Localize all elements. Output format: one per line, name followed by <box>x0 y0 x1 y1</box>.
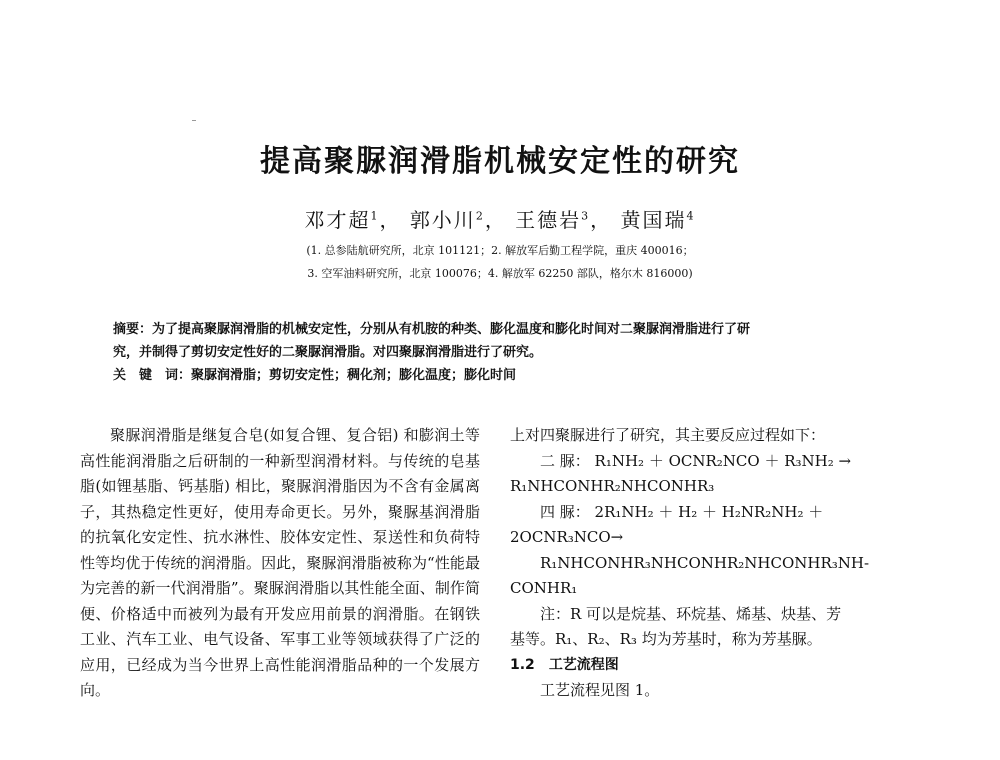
author-name: 郭小川 <box>409 208 476 232</box>
left-column <box>80 423 480 704</box>
note-line: 注：R 可以是烷基、环烷基、烯基、炔基、芳 <box>540 604 842 623</box>
right-column <box>510 423 910 704</box>
keywords-line <box>113 364 893 387</box>
keywords-label: 关 键 词： <box>113 368 192 383</box>
equation-line: 四 脲： 2R₁NH₂ ＋ H₂ ＋ H₂NR₂NH₂ ＋ <box>540 502 824 521</box>
note-line: 基等。R₁、R₂、R₃ 均为芳基时，称为芳基脲。 <box>510 630 822 648</box>
affiliation-line: (1. 总参陆航研究所，北京 101121；2. 解放军后勤工程学院，重庆 400016； <box>306 244 694 257</box>
affiliation-line: 3. 空军油料研究所，北京 100076；4. 解放军 62250 部队，格尔木 816000) <box>307 267 693 280</box>
abstract-line <box>113 318 893 341</box>
equation-line: R₁NHCONHR₃NHCONHR₂NHCONHR₃NH- <box>540 553 870 572</box>
equation-line: CONHR₁ <box>510 579 578 597</box>
intro-paragraph: 聚脲润滑脂是继复合皂(如复合锂、复合铝) 和膨润土等高性能润滑脂之后研制的一种新型润滑材料。与传统的皂基脂(如锂基脂、钙基脂) 相比，聚脲润滑脂因为不含有金属离子，其热稳定性更好，使用寿命更长。另外，聚脲基润滑脂的抗氧化安定性、抗水淋性、胶体安定性、泵送性和负荷特性等均优于传统的润滑脂。因此，聚脲润滑脂被称为“性能最为完善的新一代润滑脂”。聚脲润滑脂以其性能全面、制作简便、价格适中而被列为最有开发应用前景的润滑脂。在钢铁工业、汽车工业、电气设备、军事工业等领域获得了广泛的应用，已经成为当今世界上高性能润滑脂品种的一个发展方向。 <box>80 426 480 699</box>
section-title: 工艺流程图 <box>548 656 619 673</box>
author-list: 邓才超$^1$， 郭小川$^2$， 王德岩$^3$， 黄国瑞$^4$ <box>304 208 696 232</box>
section-heading <box>510 653 910 679</box>
scan-mark <box>192 120 196 121</box>
author-affiliation-mark: 2 <box>475 209 485 223</box>
equation-line: R₁NHCONHR₂NHCONHR₃ <box>510 477 715 495</box>
author-affiliation-mark: 3 <box>581 209 591 223</box>
body-line: 工艺流程见图 1。 <box>540 681 660 699</box>
equation-line: 二 脲： R₁NH₂ ＋ OCNR₂NCO ＋ R₃NH₂ → <box>540 451 852 470</box>
author-name: 黄国瑞 <box>620 208 687 232</box>
abstract-text: 为了提高聚脲润滑脂的机械安定性，分别从有机胺的种类、膨化温度和膨化时间对二聚脲润滑脂进行了研 <box>152 322 751 337</box>
abstract-label: 摘要： <box>113 322 153 337</box>
equation-line: 2OCNR₃NCO→ <box>510 528 624 546</box>
abstract-line: 究，并制得了剪切安定性好的二聚脲润滑脂。对四聚脲润滑脂进行了研究。 <box>113 345 543 360</box>
keywords-text: 聚脲润滑脂；剪切安定性；稠化剂；膨化温度；膨化时间 <box>191 368 517 383</box>
section-number: 1.2 <box>510 656 535 673</box>
body-line: 上对四聚脲进行了研究，其主要反应过程如下： <box>510 426 826 444</box>
paper-title: 提高聚脲润滑脂机械安定性的研究 <box>260 144 740 179</box>
author-name: 邓才超 <box>304 208 371 232</box>
author-affiliation-mark: 4 <box>686 209 696 223</box>
abstract-block <box>113 318 893 387</box>
author-affiliation-mark: 1 <box>370 209 380 223</box>
author-name: 王德岩 <box>515 208 582 232</box>
